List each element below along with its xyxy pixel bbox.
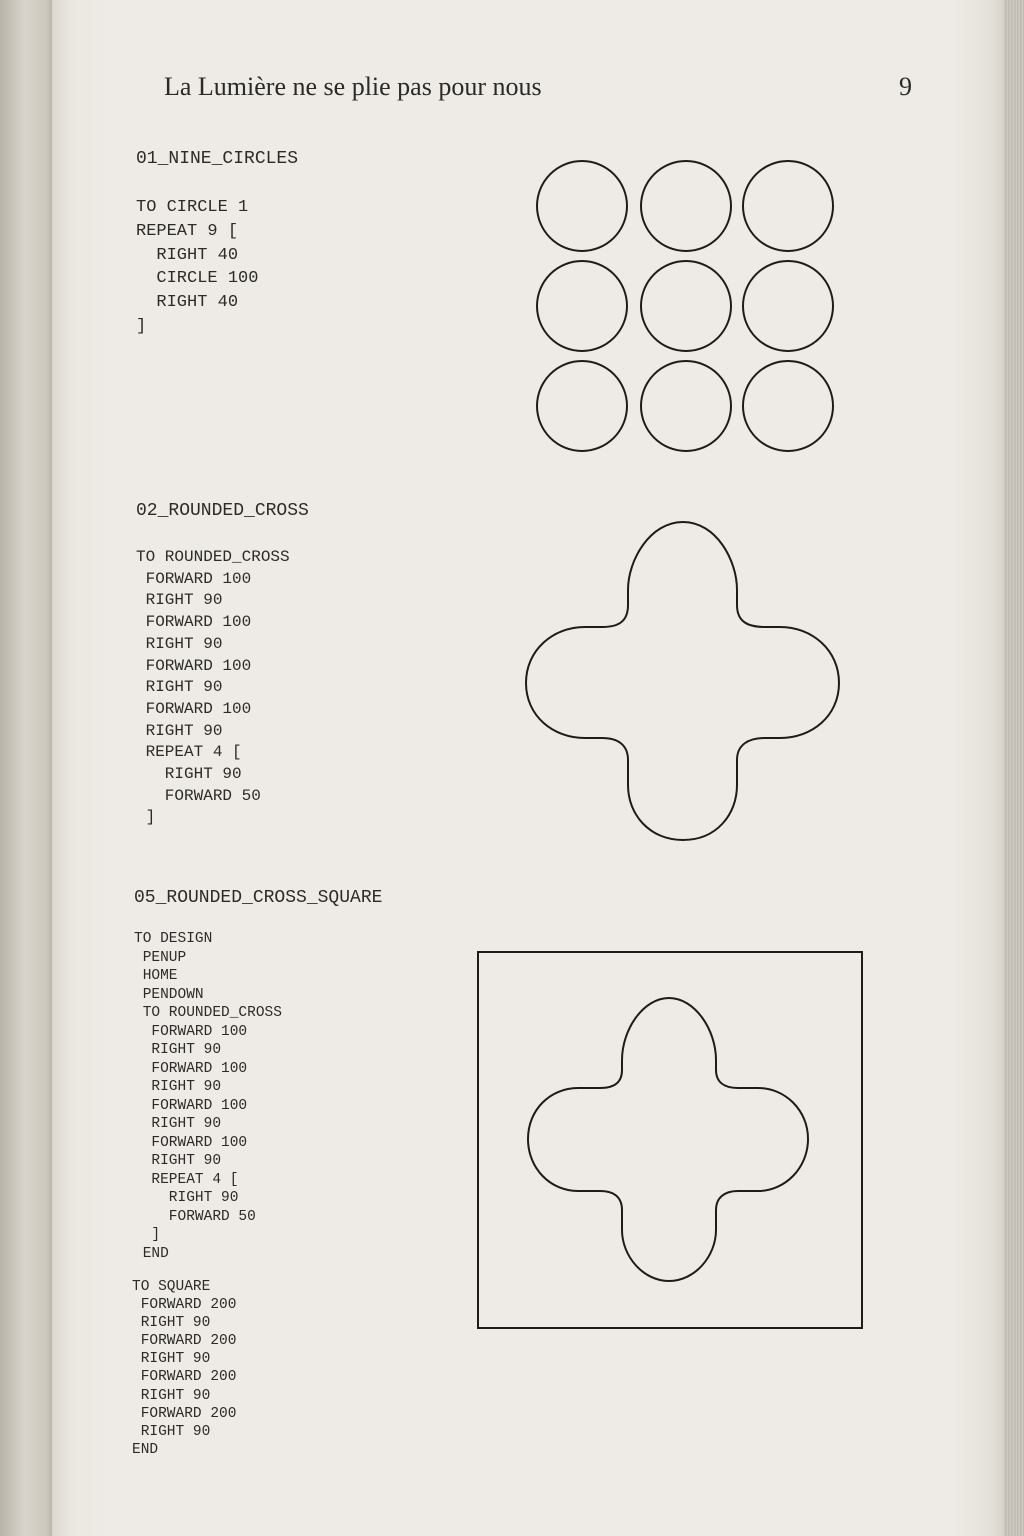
section-heading-rounded-cross-square: 05_ROUNDED_CROSS_SQUARE	[134, 888, 383, 908]
code-block-nine-circles: TO CIRCLE 1 REPEAT 9 [ RIGHT 40 CIRCLE 100 RIGHT 40 ]	[136, 198, 259, 336]
code-block-rounded-cross: TO ROUNDED_CROSS FORWARD 100 RIGHT 90 FORWARD 100 RIGHT 90 FORWARD 100 RIGHT 90 FORWARD 100 RIGHT 90 REPEAT 4 [ RIGHT 90 FORWARD 50 ]	[136, 548, 290, 827]
circle-2	[641, 161, 731, 251]
rounded-cross-outline	[526, 522, 839, 840]
figure-rounded-cross	[510, 505, 855, 855]
inner-rounded-cross-outline	[528, 998, 808, 1281]
square-outline	[478, 952, 862, 1328]
page-stack-edge	[1004, 0, 1024, 1536]
section-heading-rounded-cross: 02_ROUNDED_CROSS	[136, 501, 309, 521]
figure-nine-circles	[520, 145, 850, 465]
circle-5	[641, 261, 731, 351]
code-block-square: TO SQUARE FORWARD 200 RIGHT 90 FORWARD 200 RIGHT 90 FORWARD 200 RIGHT 90 FORWARD 200 RIGHT 90 END	[132, 1279, 237, 1458]
code-block-design: TO DESIGN PENUP HOME PENDOWN TO ROUNDED_CROSS FORWARD 100 RIGHT 90 FORWARD 100 RIGHT 90 FORWARD 100 RIGHT 90 FORWARD 100 RIGHT 90 REPEAT 4 [ RIGHT 90 FORWARD 50 ] END	[134, 931, 282, 1262]
circle-9	[743, 361, 833, 451]
circle-6	[743, 261, 833, 351]
circle-4	[537, 261, 627, 351]
section-heading-nine-circles: 01_NINE_CIRCLES	[136, 149, 299, 169]
circle-1	[537, 161, 627, 251]
circle-3	[743, 161, 833, 251]
circle-7	[537, 361, 627, 451]
running-title: La Lumière ne se plie pas pour nous	[164, 72, 542, 101]
figure-rounded-cross-square	[470, 945, 870, 1335]
page-number: 9	[899, 72, 912, 101]
circle-8	[641, 361, 731, 451]
